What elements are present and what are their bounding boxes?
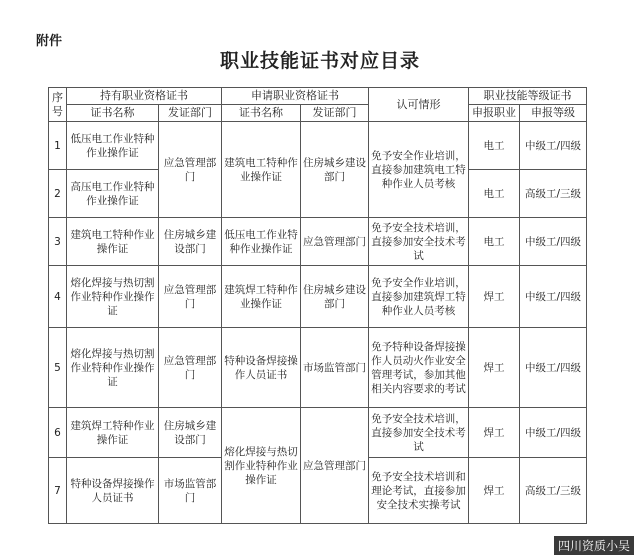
grade: 中级工/四级 — [520, 218, 587, 266]
held-cert-name: 特种设备焊接操作人员证书 — [67, 458, 159, 524]
header-held-name: 证书名称 — [67, 105, 159, 122]
recognition-text: 免予安全作业培训，直接参加建筑焊工特种作业人员考核 — [369, 266, 469, 328]
table-row — [49, 266, 587, 328]
occupation: 电工 — [469, 170, 520, 218]
held-cert-name: 建筑电工特种作业操作证 — [67, 218, 159, 266]
held-cert-name: 熔化焊接与热切割作业特种作业操作证 — [67, 328, 159, 408]
apply-cert-issuer: 住房城乡建设部门 — [301, 266, 369, 328]
header-occupation: 申报职业 — [469, 105, 520, 122]
row-no: 1 — [49, 122, 67, 170]
apply-cert-name: 特种设备焊接操作人员证书 — [222, 328, 301, 408]
apply-cert-issuer: 住房城乡建设部门 — [301, 122, 369, 218]
row-no: 3 — [49, 218, 67, 266]
occupation: 焊工 — [469, 328, 520, 408]
attachment-label: 附件 — [36, 34, 63, 49]
grade: 高级工/三级 — [520, 170, 587, 218]
table-row — [49, 408, 587, 458]
grade: 中级工/四级 — [520, 328, 587, 408]
held-cert-name: 低压电工作业特种作业操作证 — [67, 122, 159, 170]
apply-cert-name: 建筑焊工特种作业操作证 — [222, 266, 301, 328]
header-held-issuer: 发证部门 — [159, 105, 222, 122]
header-apply-name: 证书名称 — [222, 105, 301, 122]
apply-cert-name: 低压电工作业特种作业操作证 — [222, 218, 301, 266]
header-grade: 申报等级 — [520, 105, 587, 122]
row-no: 5 — [49, 328, 67, 408]
header-seq: 序号 — [49, 88, 67, 122]
held-cert-issuer: 住房城乡建设部门 — [159, 408, 222, 458]
apply-cert-name: 熔化焊接与热切割作业特种作业操作证 — [222, 408, 301, 524]
held-cert-issuer: 住房城乡建设部门 — [159, 218, 222, 266]
grade: 高级工/三级 — [520, 458, 587, 524]
apply-cert-issuer: 市场监管部门 — [301, 328, 369, 408]
held-cert-name: 熔化焊接与热切割作业特种作业操作证 — [67, 266, 159, 328]
header-apply-cert: 申请职业资格证书 — [222, 88, 369, 105]
header-apply-issuer: 发证部门 — [301, 105, 369, 122]
header-held-cert: 持有职业资格证书 — [67, 88, 222, 105]
recognition-text: 免予安全技术培训和理论考试，直接参加安全技术实操考试 — [369, 458, 469, 524]
grade: 中级工/四级 — [520, 266, 587, 328]
row-no: 7 — [49, 458, 67, 524]
row-no: 4 — [49, 266, 67, 328]
recognition-text: 免予特种设备焊接操作人员动火作业安全管理考试，参加其他相关内容要求的考试 — [369, 328, 469, 408]
certificate-catalog-table — [48, 87, 587, 524]
held-cert-issuer: 应急管理部门 — [159, 122, 222, 218]
recognition-text: 免予安全技术培训，直接参加安全技术考试 — [369, 408, 469, 458]
table-row — [49, 218, 587, 266]
recognition-text: 免予安全作业培训，直接参加建筑电工特种作业人员考核 — [369, 122, 469, 218]
occupation: 焊工 — [469, 408, 520, 458]
header-level-cert: 职业技能等级证书 — [469, 88, 587, 105]
occupation: 焊工 — [469, 266, 520, 328]
table-row — [49, 328, 587, 408]
occupation: 电工 — [469, 218, 520, 266]
header-recognition: 认可情形 — [369, 88, 469, 122]
held-cert-issuer: 市场监管部门 — [159, 458, 222, 524]
apply-cert-name: 建筑电工特种作业操作证 — [222, 122, 301, 218]
recognition-text: 免予安全技术培训，直接参加安全技术考试 — [369, 218, 469, 266]
occupation: 电工 — [469, 122, 520, 170]
held-cert-name: 高压电工作业特种作业操作证 — [67, 170, 159, 218]
grade: 中级工/四级 — [520, 122, 587, 170]
row-no: 6 — [49, 408, 67, 458]
watermark-label: 四川资质小吴 — [554, 536, 634, 555]
held-cert-issuer: 应急管理部门 — [159, 266, 222, 328]
held-cert-name: 建筑焊工特种作业操作证 — [67, 408, 159, 458]
held-cert-issuer: 应急管理部门 — [159, 328, 222, 408]
grade: 中级工/四级 — [520, 408, 587, 458]
page-title: 职业技能证书对应目录 — [219, 50, 420, 72]
apply-cert-issuer: 应急管理部门 — [301, 408, 369, 524]
occupation: 焊工 — [469, 458, 520, 524]
apply-cert-issuer: 应急管理部门 — [301, 218, 369, 266]
row-no: 2 — [49, 170, 67, 218]
table-row — [49, 122, 587, 170]
